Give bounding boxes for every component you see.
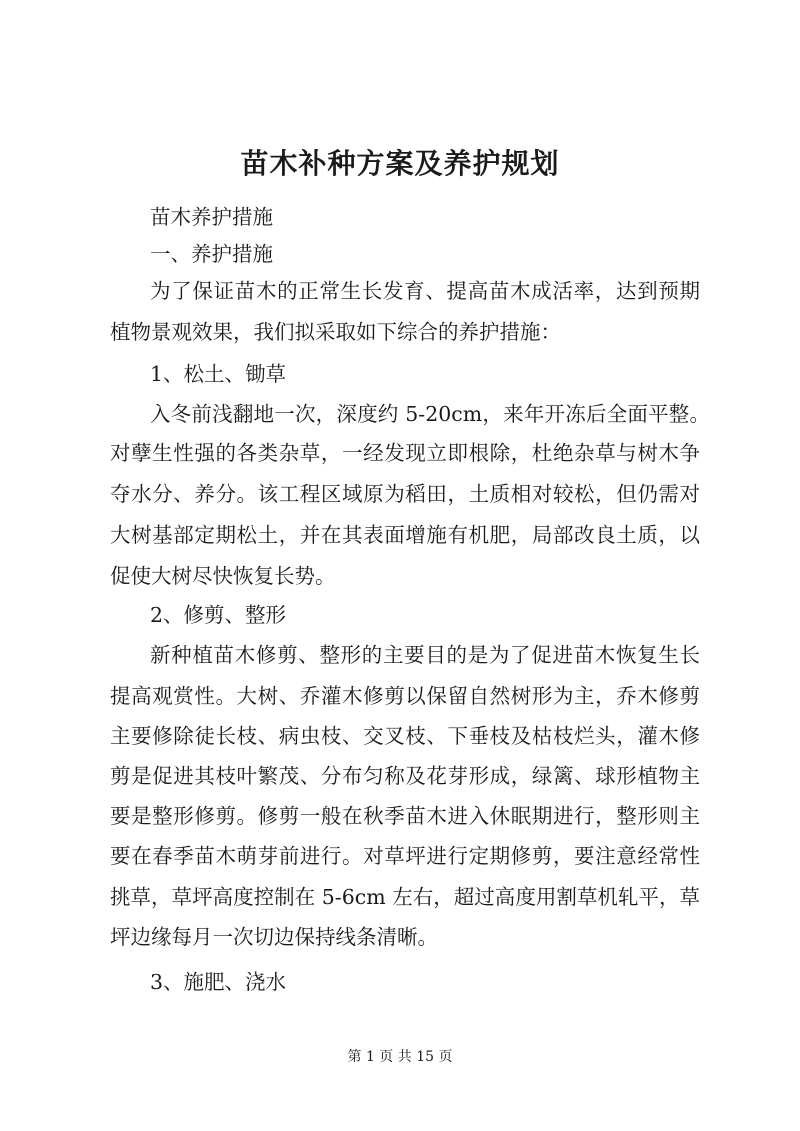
item-heading-1: 1、松土、锄草 bbox=[150, 362, 287, 386]
subsection-heading: 一、养护措施 bbox=[150, 242, 273, 266]
document-title: 苗木补种方案及养护规划 bbox=[240, 147, 560, 180]
body-line: 对孽生性强的各类杂草，一经发现立即根除，杜绝杂草与树木争 bbox=[110, 441, 700, 465]
body-line: 夺水分、养分。该工程区域原为稻田，土质相对较松，但仍需对 bbox=[110, 482, 700, 506]
body-line: 新种植苗木修剪、整形的主要目的是为了促进苗木恢复生长 bbox=[150, 643, 700, 667]
body-line: 挑草，草坪高度控制在 5-6cm 左右，超过高度用割草机轧平，草 bbox=[110, 885, 700, 909]
body-line: 坪边缘每月一次切边保持线条清晰。 bbox=[110, 925, 438, 949]
body-line: 入冬前浅翻地一次，深度约 5-20cm，来年开冻后全面平整。 bbox=[150, 402, 710, 426]
section-heading: 苗木养护措施 bbox=[150, 205, 273, 229]
body-line: 促使大树尽快恢复长势。 bbox=[110, 564, 336, 588]
body-line: 提高观赏性。大树、乔灌木修剪以保留自然树形为主，乔木修剪 bbox=[110, 684, 700, 708]
body-line: 主要修除徒长枝、病虫枝、交叉枝、下垂枝及枯枝烂头，灌木修 bbox=[110, 724, 700, 748]
body-line: 要是整形修剪。修剪一般在秋季苗木进入休眠期进行，整形则主 bbox=[110, 804, 700, 828]
body-line: 要在春季苗木萌芽前进行。对草坪进行定期修剪，要注意经常性 bbox=[110, 844, 700, 868]
intro-line: 植物景观效果，我们拟采取如下综合的养护措施： bbox=[110, 320, 561, 344]
item-heading-2: 2、修剪、整形 bbox=[150, 603, 287, 627]
item-heading-3: 3、施肥、浇水 bbox=[150, 970, 287, 994]
body-line: 剪是促进其枝叶繁茂、分布匀称及花芽形成，绿篱、球形植物主 bbox=[110, 764, 700, 788]
body-line: 大树基部定期松土，并在其表面增施有机肥，局部改良土质，以 bbox=[110, 523, 700, 547]
intro-line: 为了保证苗木的正常生长发育、提高苗木成活率，达到预期 bbox=[150, 279, 700, 303]
page-footer: 第 1 页 共 15 页 bbox=[347, 1049, 453, 1065]
